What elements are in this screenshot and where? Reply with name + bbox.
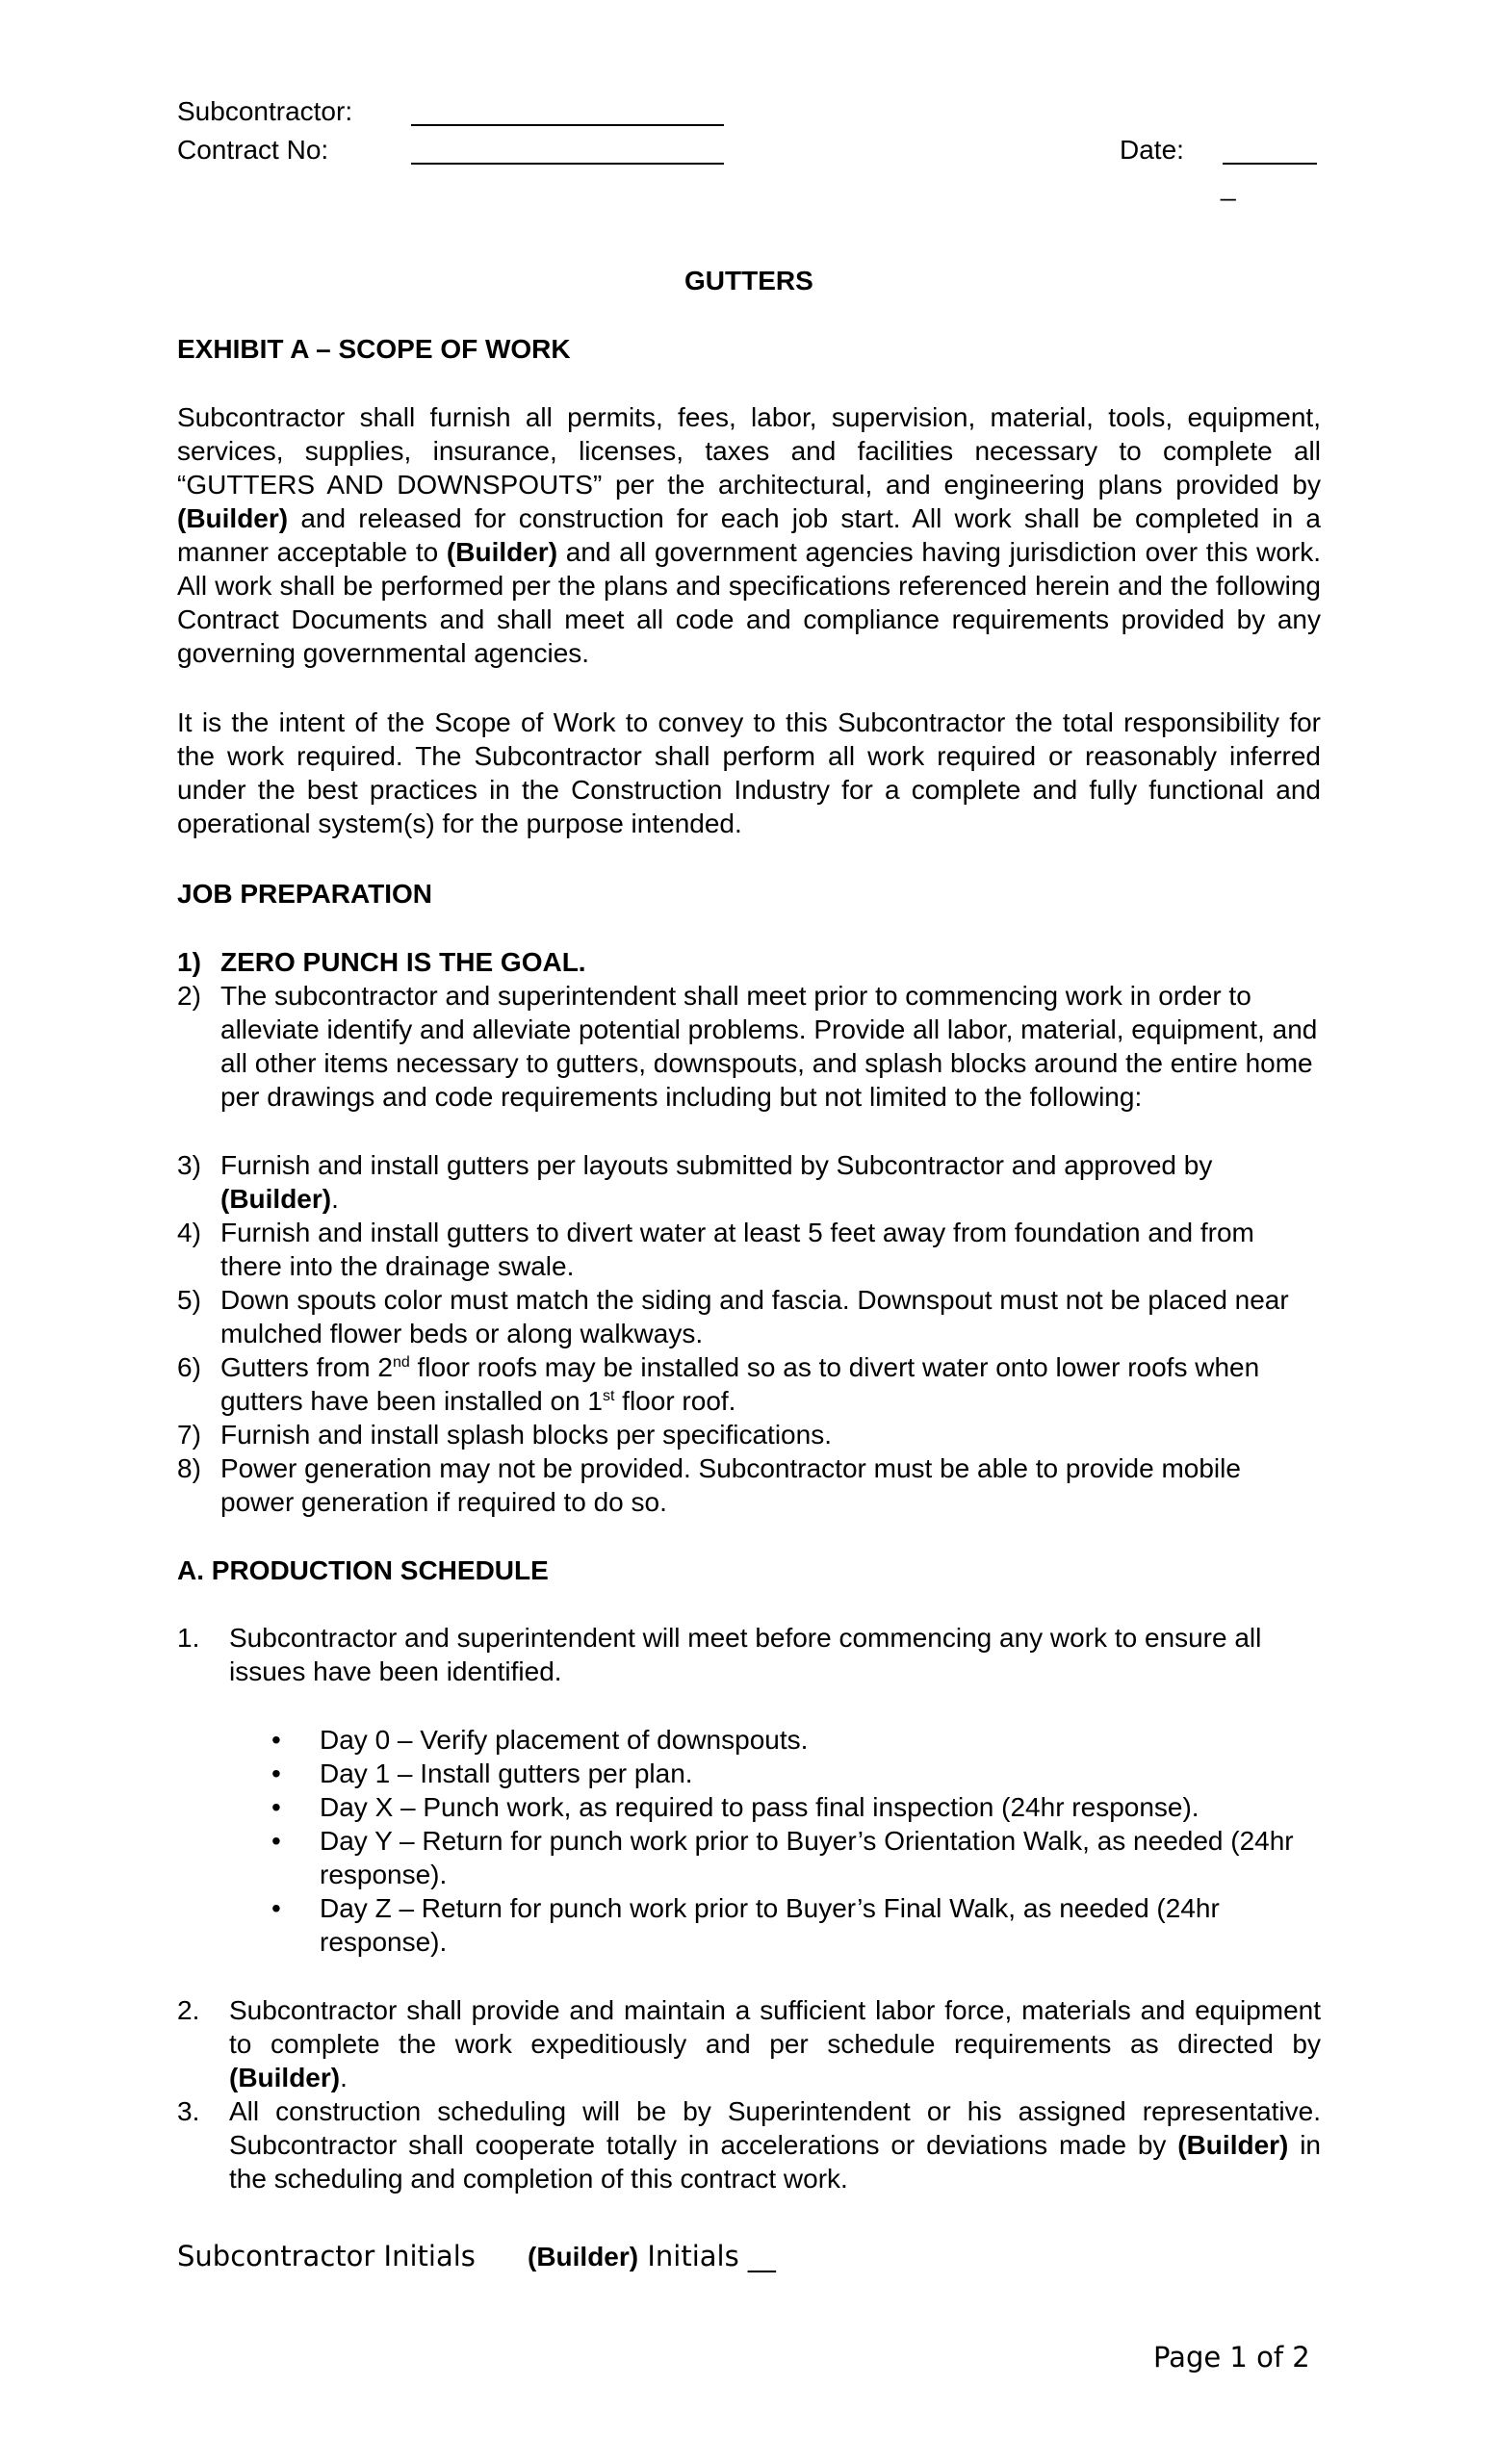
date-label: Date: bbox=[1120, 135, 1184, 165]
schedule-bullet-day-1: • Day 1 – Install gutters per plan. bbox=[271, 1758, 693, 1788]
scope-paragraph-2: It is the intent of the Scope of Work to convey to this Subcontractor the total responsibility for the work required. The Subcontractor shall perform all work required or reasonably inferred under the best practices in the Construction Industry for a complete and fully functional and operational system(s) for the purpose intended. bbox=[177, 707, 1321, 838]
page-number: Page 1 of 2 bbox=[1153, 2341, 1310, 2374]
job-prep-item-2: 2) The subcontractor and superintendent shall meet prior to commencing work in order to alleviate identify and alleviate potential problems. Provide all labor, material, equipment, and all other items necessary to gutters, downspouts, and splash blocks around the entire home per drawings and code requirements including but not limited to the following: bbox=[177, 981, 1318, 1112]
scope-paragraph-1: Subcontractor shall furnish all permits, fees, labor, supervision, material, tools, equipment, services, supplies, insurance, licenses, taxes and facilities necessary to complete all “GUTTERS AND DOWNSPOUTS” per the architectural, and engineering plans provided by (Builder) and released for construction for each job start. All work shall be completed in a manner acceptable to (Builder) and all government agencies having jurisdiction over this work. All work shall be performed per the plans and specifications referenced herein and the following Contract Documents and shall meet all code and compliance requirements provided by any governing governmental agencies. bbox=[177, 402, 1321, 668]
date-blank-tail: _ bbox=[1221, 171, 1236, 201]
production-schedule-heading: A. PRODUCTION SCHEDULE bbox=[177, 1555, 549, 1585]
schedule-bullet-day-z: • Day Z – Return for punch work prior to Buyer’s Final Walk, as needed (24hr response). bbox=[271, 1893, 1220, 1957]
subcontractor-initials-label: Subcontractor Initials bbox=[177, 2240, 476, 2272]
production-item-1: 1. Subcontractor and superintendent will meet before commencing any work to ensure all issues have been identified. bbox=[177, 1623, 1262, 1686]
job-preparation-heading: JOB PREPARATION bbox=[177, 879, 432, 909]
job-prep-item-6: 6) Gutters from 2nd floor roofs may be installed so as to divert water onto lower roofs when gutters have been installed on 1st floor roof. bbox=[177, 1352, 1260, 1416]
date-blank-line bbox=[1223, 137, 1317, 165]
exhibit-heading: EXHIBIT A – SCOPE OF WORK bbox=[177, 334, 571, 364]
job-prep-item-3: 3) Furnish and install gutters per layouts submitted by Subcontractor and approved by (Builder). bbox=[177, 1150, 1213, 1214]
job-prep-item-1: 1) ZERO PUNCH IS THE GOAL. bbox=[177, 947, 586, 977]
job-prep-item-7: 7) Furnish and install splash blocks per specifications. bbox=[177, 1420, 832, 1450]
job-prep-item-8: 8) Power generation may not be provided. Subcontractor must be able to provide mobile power generation if required to do so. bbox=[177, 1453, 1241, 1517]
job-prep-item-4: 4) Furnish and install gutters to divert water at least 5 feet away from foundation and from there into the drainage swale. bbox=[177, 1218, 1254, 1281]
contract-no-label: Contract No: bbox=[177, 135, 329, 165]
schedule-bullet-day-y: • Day Y – Return for punch work prior to Buyer’s Orientation Walk, as needed (24hr response). bbox=[271, 1826, 1294, 1889]
production-item-2: 2. Subcontractor shall provide and maintain a sufficient labor force, materials and equipment to complete the work expeditiously and per schedule requirements as directed by (Builder). bbox=[177, 1995, 1321, 2092]
schedule-bullet-day-x: • Day X – Punch work, as required to pass final inspection (24hr response). bbox=[271, 1792, 1199, 1822]
contract-no-blank-line bbox=[411, 137, 724, 165]
schedule-bullet-day-0: • Day 0 – Verify placement of downspouts. bbox=[271, 1725, 809, 1755]
subcontractor-blank-line bbox=[411, 98, 724, 126]
builder-initials-label: (Builder) Initials __ bbox=[528, 2240, 776, 2272]
subcontractor-label: Subcontractor: bbox=[177, 96, 353, 126]
job-prep-item-5: 5) Down spouts color must match the siding and fascia. Downspout must not be placed near mulched flower beds or along walkways. bbox=[177, 1285, 1289, 1348]
document-title: GUTTERS bbox=[684, 266, 813, 295]
production-item-3: 3. All construction scheduling will be by Superintendent or his assigned representative. Subcontractor shall cooperate totally in accelerations or deviations made by (Builder) in the scheduling and completion of this contract work. bbox=[177, 2096, 1321, 2194]
